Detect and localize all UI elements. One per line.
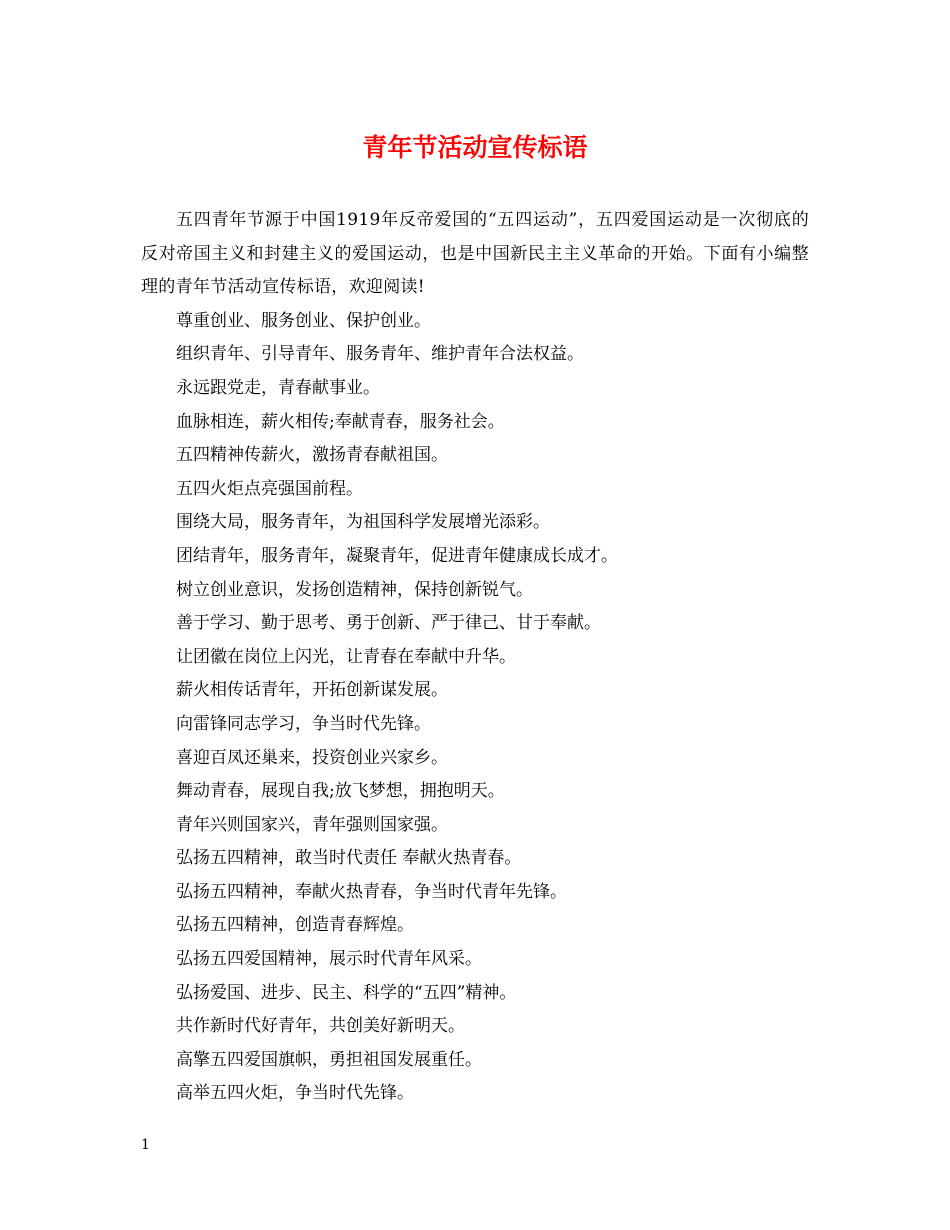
slogan-line: 团结青年，服务青年，凝聚青年，促进青年健康成长成才。 xyxy=(176,545,618,566)
slogan-line: 五四火炬点亮强国前程。 xyxy=(176,478,363,499)
slogan-line: 永远跟党走，青春献事业。 xyxy=(176,377,380,398)
slogan-line: 高举五四火炬，争当时代先锋。 xyxy=(176,1083,414,1104)
slogan-line: 高擎五四爱国旗帜，勇担祖国发展重任。 xyxy=(176,1049,482,1070)
slogan-line: 薪火相传话青年，开拓创新谋发展。 xyxy=(176,680,448,701)
slogan-line: 弘扬五四精神，奉献火热青春，争当时代青年先锋。 xyxy=(176,881,567,902)
slogan-list xyxy=(141,305,809,1111)
page-number: 1 xyxy=(141,1137,150,1153)
slogan-line: 弘扬五四爱国精神，展示时代青年风采。 xyxy=(176,949,482,970)
page-title: 青年节活动宣传标语 xyxy=(362,133,588,162)
slogan-line: 弘扬五四精神，创造青春辉煌。 xyxy=(176,915,414,936)
document-body xyxy=(141,204,809,1111)
slogan-line: 善于学习、勤于思考、勇于创新、严于律己、甘于奉献。 xyxy=(176,613,601,634)
slogan-line: 弘扬爱国、进步、民主、科学的“五四”精神。 xyxy=(176,982,517,1003)
slogan-line: 五四精神传薪火，激扬青春献祖国。 xyxy=(176,445,448,466)
slogan-line: 舞动青春，展现自我;放飞梦想，拥抱明天。 xyxy=(176,781,505,802)
slogan-line: 弘扬五四精神，敢当时代责任 奉献火热青春。 xyxy=(176,848,522,869)
slogan-line: 向雷锋同志学习，争当时代先锋。 xyxy=(176,713,431,734)
slogan-line: 青年兴则国家兴，青年强则国家强。 xyxy=(176,814,448,835)
slogan-line: 喜迎百凤还巢来，投资创业兴家乡。 xyxy=(176,747,448,768)
slogan-line: 共作新时代好青年，共创美好新明天。 xyxy=(176,1016,465,1037)
slogan-line: 尊重创业、服务创业、保护创业。 xyxy=(176,310,431,331)
slogan-line: 树立创业意识，发扬创造精神，保持创新锐气。 xyxy=(176,579,533,600)
slogan-line: 血脉相连，薪火相传;奉献青春，服务社会。 xyxy=(176,411,505,432)
slogan-line: 组织青年、引导青年、服务青年、维护青年合法权益。 xyxy=(176,344,584,365)
slogan-line: 围绕大局，服务青年，为祖国科学发展增光添彩。 xyxy=(176,512,550,533)
intro-paragraph: 五四青年节源于中国1919年反帝爱国的“五四运动”，五四爱国运动是一次彻底的反对帝国主义和封建主义的爱国运动，也是中国新民主主义革命的开始。下面有小编整理的青年节活动宣传标语，欢迎阅读! xyxy=(141,210,809,298)
slogan-line: 让团徽在岗位上闪光，让青春在奉献中升华。 xyxy=(176,646,516,667)
